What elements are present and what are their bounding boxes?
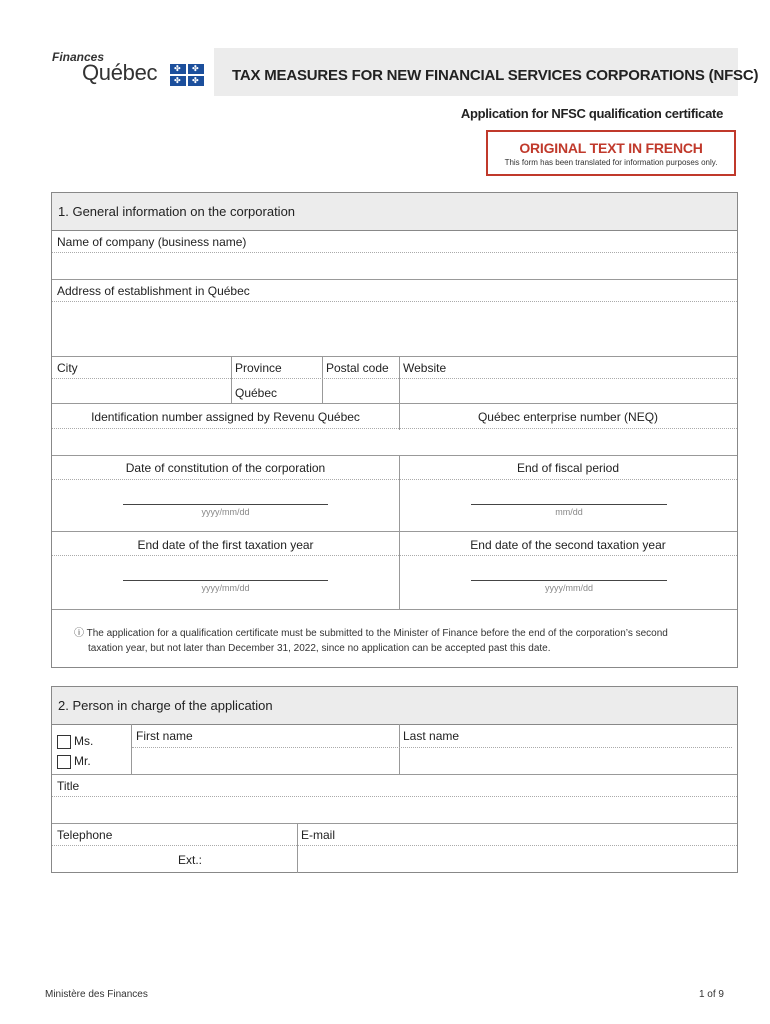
note-line-2: taxation year, but not later than December 31, 2022, since no application can be accepted past this date. xyxy=(88,643,551,654)
page-subtitle: Application for NFSC qualification certificate xyxy=(460,106,723,121)
address-field[interactable] xyxy=(52,302,737,355)
note-line-1: The application for a qualification certificate must be submitted to the Minister of Finance before the end of the corporation’s second xyxy=(86,628,668,639)
neq-field[interactable] xyxy=(400,429,737,454)
deadline-note xyxy=(74,626,724,656)
postal-code-field[interactable] xyxy=(323,379,398,403)
section-person-in-charge xyxy=(51,686,738,873)
website-label: Website xyxy=(403,361,447,375)
email-field[interactable] xyxy=(298,846,737,872)
second-taxation-year-hint: yyyy/mm/dd xyxy=(544,583,593,593)
email-label: E-mail xyxy=(301,828,336,842)
section-general-information xyxy=(51,192,738,668)
first-taxation-year-hint: yyyy/mm/dd xyxy=(201,583,250,593)
mr-label: Mr. xyxy=(74,754,91,768)
mr-option[interactable] xyxy=(57,754,91,769)
first-taxation-year-field[interactable] xyxy=(123,580,328,581)
first-taxation-year-label: End date of the first taxation year xyxy=(137,538,314,552)
first-name-field[interactable] xyxy=(132,748,398,773)
neq-label: Québec enterprise number (NEQ) xyxy=(477,410,659,424)
page-number: 1 of 9 xyxy=(698,989,724,1000)
notice-text: This form has been translated for information purposes only. xyxy=(504,158,718,167)
logo-quebec-text: Québec xyxy=(82,60,158,85)
address-label: Address of establishment in Québec xyxy=(57,284,250,298)
translation-notice xyxy=(486,130,736,176)
ms-label: Ms. xyxy=(74,734,94,748)
fiscal-period-hint: mm/dd xyxy=(555,507,583,517)
constitution-date-hint: yyyy/mm/dd xyxy=(201,507,250,517)
notice-title: ORIGINAL TEXT IN FRENCH xyxy=(519,140,703,156)
website-field[interactable] xyxy=(400,379,737,403)
ext-label: Ext.: xyxy=(178,853,203,867)
last-name-label: Last name xyxy=(403,729,460,743)
ms-option[interactable] xyxy=(57,734,93,749)
constitution-date-field[interactable] xyxy=(123,504,328,505)
second-taxation-year-label: End date of the second taxation year xyxy=(470,538,666,552)
logo-finances-text: Finances xyxy=(52,50,105,64)
last-name-field[interactable] xyxy=(400,748,737,773)
quebec-flag-icon: ✤ ✤ ✤ ✤ xyxy=(170,64,204,86)
first-name-label: First name xyxy=(136,729,193,743)
fiscal-period-field[interactable] xyxy=(471,504,667,505)
city-field[interactable] xyxy=(52,379,230,403)
revenu-id-label: Identification number assigned by Revenu Québec xyxy=(91,410,360,424)
fiscal-period-label: End of fiscal period xyxy=(516,461,620,475)
postal-code-label: Postal code xyxy=(326,361,389,375)
ms-checkbox[interactable] xyxy=(57,735,71,749)
ext-field[interactable] xyxy=(207,846,295,872)
province-label: Province xyxy=(235,361,282,375)
mr-checkbox[interactable] xyxy=(57,755,71,769)
section1-heading: 1. General information on the corporation xyxy=(52,193,737,231)
section2-heading: 2. Person in charge of the application xyxy=(52,687,737,725)
title-field[interactable] xyxy=(52,797,737,822)
footer-ministry: Ministère des Finances xyxy=(45,989,148,1000)
info-icon: ⓘ xyxy=(74,628,84,639)
title-label: Title xyxy=(57,779,80,793)
company-name-field[interactable] xyxy=(52,253,737,278)
revenu-id-field[interactable] xyxy=(52,429,398,454)
telephone-field[interactable] xyxy=(52,846,172,872)
province-value: Québec xyxy=(235,386,278,400)
constitution-date-label: Date of constitution of the corporation xyxy=(125,461,326,475)
telephone-label: Telephone xyxy=(57,828,113,842)
second-taxation-year-field[interactable] xyxy=(471,580,667,581)
company-name-label: Name of company (business name) xyxy=(57,235,247,249)
city-label: City xyxy=(57,361,78,375)
page-title: TAX MEASURES FOR NEW FINANCIAL SERVICES CORPORATIONS (NFSC) xyxy=(232,67,759,84)
